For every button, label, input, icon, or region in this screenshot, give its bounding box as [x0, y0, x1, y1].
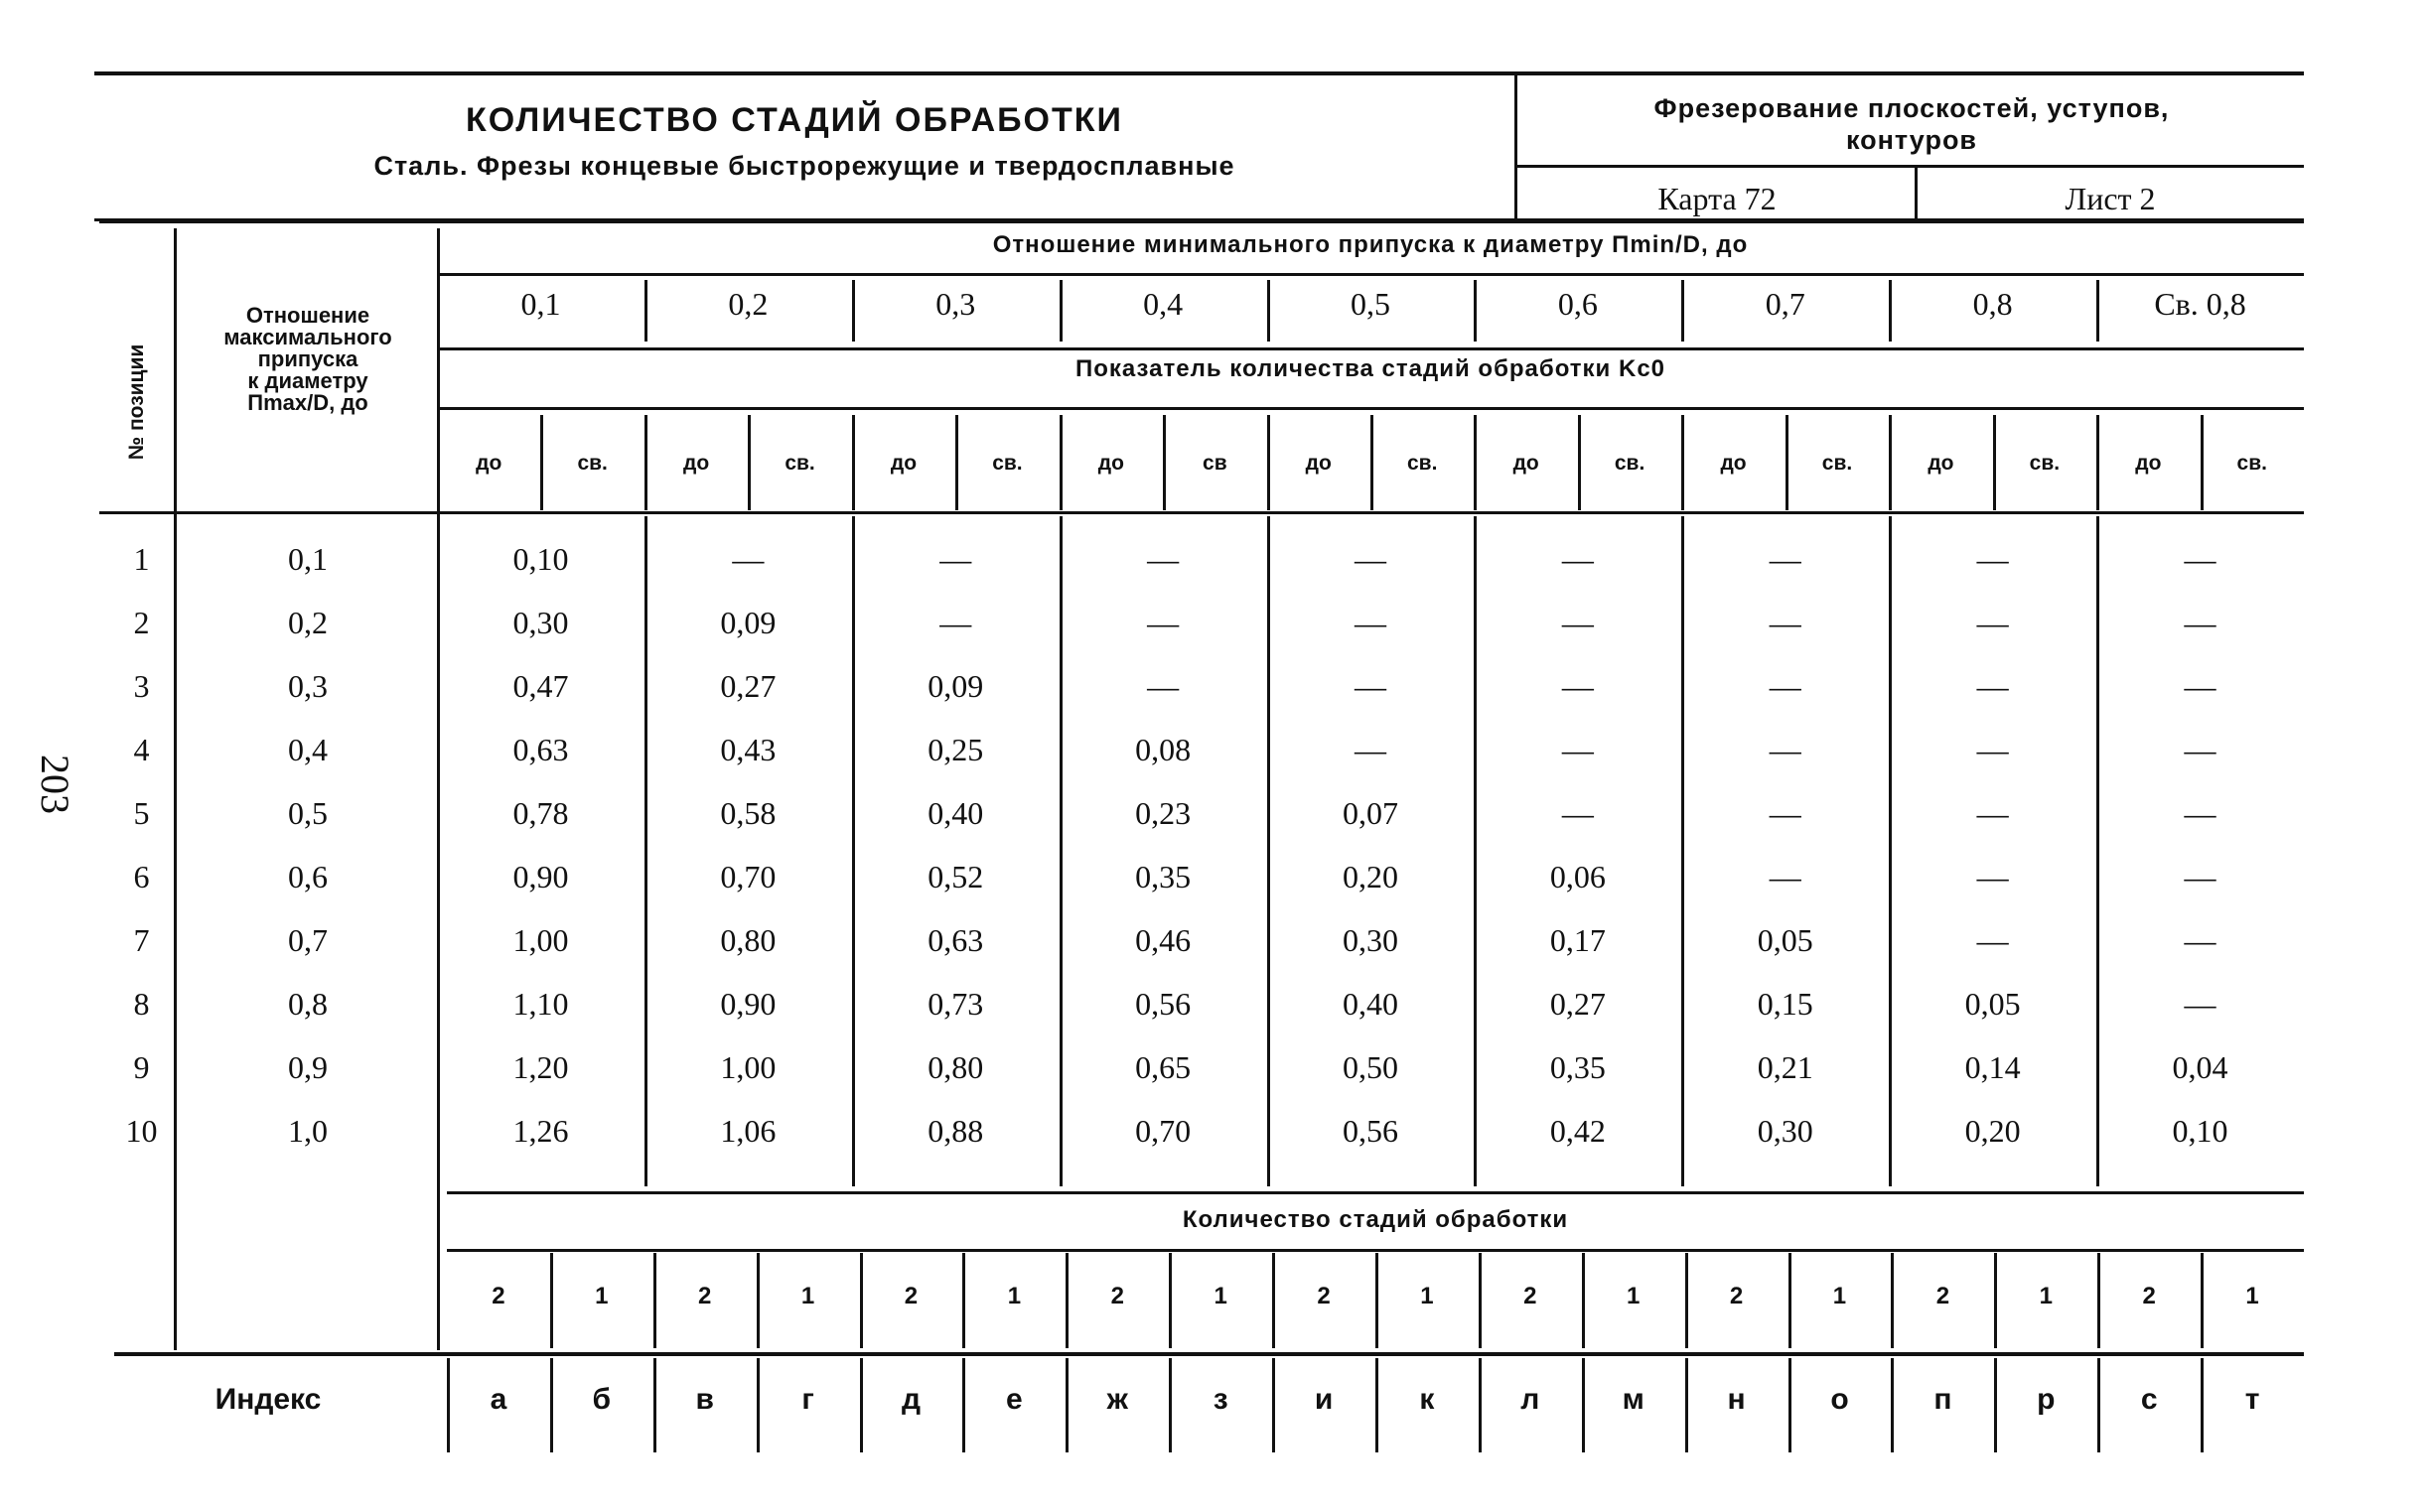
indicator-value: —: [1561, 668, 1594, 704]
page-subtitle: Сталь. Фрезы концевые быстрорежущие и твердосплавные: [373, 151, 1235, 181]
position-number: 3: [133, 668, 150, 704]
index-letter: л: [1520, 1383, 1540, 1416]
index-separator: [2201, 1358, 2204, 1452]
indicator-value: 0,15: [1757, 986, 1813, 1022]
sub-label: св.: [1821, 452, 1853, 475]
table-top-rule: [99, 220, 2304, 223]
indicator-value: 0,30: [512, 605, 569, 640]
body-separator: [1267, 516, 1270, 1186]
stage-count: 2: [2142, 1283, 2156, 1309]
indicator-value: 0,56: [1342, 1113, 1398, 1149]
ratio-header-1: Отношение: [245, 303, 370, 328]
min-ratio-separator: [1889, 280, 1892, 342]
indicator-value: —: [1561, 541, 1594, 577]
col-rule-pos: [174, 228, 177, 1350]
indicator-value: —: [1769, 859, 1801, 894]
sub-label-separator: [852, 415, 855, 510]
card-number: Карта 72: [1657, 181, 1777, 216]
stage-count: 1: [595, 1283, 609, 1309]
indicator-value: —: [1976, 795, 2009, 831]
operation-line-2: контуров: [1845, 125, 1978, 155]
indicator-value: 0,10: [512, 541, 569, 577]
indicator-value: —: [2184, 732, 2216, 767]
min-ratio-separator: [1060, 280, 1063, 342]
position-number: 9: [133, 1049, 150, 1085]
position-number: 1: [133, 541, 150, 577]
sub-label: св.: [1407, 452, 1438, 475]
indicator-value: 0,65: [1135, 1049, 1192, 1085]
sub-label-separator: [1267, 415, 1270, 510]
stage-separator: [962, 1253, 965, 1348]
index-rule: [114, 1352, 2304, 1356]
stage-separator: [1479, 1253, 1482, 1348]
min-ratio-value: 0,8: [1972, 286, 2013, 322]
indicator-value: —: [1976, 668, 2009, 704]
indicator-value: —: [1561, 732, 1594, 767]
min-ratio-value: 0,7: [1765, 286, 1805, 322]
stage-separator: [1788, 1253, 1791, 1348]
indicator-value: —: [2184, 986, 2216, 1022]
stage-separator: [653, 1253, 656, 1348]
stage-count: 2: [1523, 1283, 1537, 1309]
operation-line-1: Фрезерование плоскостей, уступов,: [1653, 93, 2170, 123]
sub-label: св.: [2236, 452, 2267, 475]
stage-separator: [1066, 1253, 1069, 1348]
index-separator: [1169, 1358, 1172, 1452]
indicator-value: 1,20: [512, 1049, 569, 1085]
indicator-value: 1,10: [512, 986, 569, 1022]
indicator-value: 0,90: [720, 986, 777, 1022]
stage-count: 1: [2039, 1283, 2053, 1309]
indicator-value: 0,17: [1549, 922, 1606, 958]
header-right-rule: [1517, 165, 2304, 168]
stage-count: 2: [1317, 1283, 1331, 1309]
index-separator: [1375, 1358, 1378, 1452]
stage-count: 1: [1832, 1283, 1847, 1309]
indicator-rule-top: [437, 347, 2304, 350]
indicator-value: —: [2184, 859, 2216, 894]
min-ratio-value: 0,6: [1557, 286, 1598, 322]
ratio-header-2: максимального: [223, 325, 392, 349]
indicator-value: —: [1354, 668, 1386, 704]
index-separator: [1479, 1358, 1482, 1452]
indicator-value: 0,27: [720, 668, 777, 704]
indicator-value: 0,07: [1342, 795, 1398, 831]
sub-label: до: [1097, 452, 1124, 475]
sub-label: до: [1305, 452, 1332, 475]
body-separator: [1474, 516, 1477, 1186]
indicator-value: 0,23: [1135, 795, 1192, 831]
index-letter: р: [2037, 1383, 2056, 1416]
indicator-value: —: [1147, 605, 1180, 640]
index-letter: е: [1006, 1383, 1023, 1416]
indicator-value: —: [1769, 732, 1801, 767]
indicator-value: 0,10: [2172, 1113, 2228, 1149]
indicator-value: 0,06: [1549, 859, 1606, 894]
indicator-value: —: [1769, 541, 1801, 577]
indicator-value: —: [1354, 541, 1386, 577]
indicator-value: 0,40: [928, 795, 984, 831]
max-ratio-value: 0,3: [288, 668, 328, 704]
indicator-value: —: [2184, 668, 2216, 704]
min-ratio-separator: [644, 280, 647, 342]
stage-count: 2: [492, 1283, 505, 1309]
col-rule-ratio: [437, 228, 440, 1350]
indicator-value: 0,78: [512, 795, 569, 831]
index-separator: [1685, 1358, 1688, 1452]
indicator-value: 0,63: [928, 922, 984, 958]
index-separator: [2097, 1358, 2100, 1452]
sub-label: св.: [577, 452, 608, 475]
index-letter: к: [1419, 1383, 1435, 1416]
stage-separator: [1685, 1253, 1688, 1348]
sub-label-separator: [1993, 415, 1996, 510]
index-letter: т: [2244, 1383, 2260, 1416]
max-ratio-value: 1,0: [288, 1113, 328, 1149]
sub-label-separator: [1060, 415, 1063, 510]
indicator-value: 0,52: [928, 859, 984, 894]
sub-label: св: [1203, 452, 1227, 475]
indicator-value: —: [1976, 859, 2009, 894]
min-ratio-header: Отношение минимального припуска к диаметру Пmin/D, до: [992, 231, 1749, 258]
sub-label-separator: [1889, 415, 1892, 510]
min-ratio-value: 0,4: [1143, 286, 1184, 322]
index-separator: [757, 1358, 760, 1452]
body-separator: [644, 516, 647, 1186]
sub-label: св.: [992, 452, 1023, 475]
stages-rule-mid: [447, 1249, 2304, 1252]
max-ratio-value: 0,8: [288, 986, 328, 1022]
max-ratio-value: 0,5: [288, 795, 328, 831]
position-number: 5: [133, 795, 150, 831]
indicator-value: 0,35: [1549, 1049, 1606, 1085]
max-ratio-value: 0,9: [288, 1049, 328, 1085]
ratio-header-5: Пmax/D, до: [247, 390, 368, 415]
index-separator: [550, 1358, 553, 1452]
position-number: 2: [133, 605, 150, 640]
index-letter: м: [1622, 1383, 1644, 1416]
indicator-value: 0,30: [1757, 1113, 1813, 1149]
indicator-value: —: [1147, 541, 1180, 577]
index-separator: [1272, 1358, 1275, 1452]
index-separator: [1582, 1358, 1585, 1452]
index-separator: [1788, 1358, 1791, 1452]
indicator-value: 0,21: [1757, 1049, 1813, 1085]
indicator-value: —: [1769, 668, 1801, 704]
indicator-value: 0,50: [1342, 1049, 1398, 1085]
indicator-value: 0,27: [1549, 986, 1606, 1022]
indicator-value: 0,08: [1135, 732, 1192, 767]
position-number: 6: [133, 859, 150, 894]
indicator-value: 1,00: [720, 1049, 777, 1085]
min-ratio-value: 0,2: [728, 286, 769, 322]
top-rule: [94, 71, 2304, 75]
max-ratio-value: 0,1: [288, 541, 328, 577]
stage-separator: [2201, 1253, 2204, 1348]
header-divider: [1514, 73, 1517, 218]
indicator-value: —: [1976, 922, 2009, 958]
indicator-value: 0,09: [928, 668, 984, 704]
indicator-value: 0,05: [1964, 986, 2021, 1022]
stage-count: 2: [1110, 1283, 1124, 1309]
index-letter: б: [592, 1383, 612, 1416]
indicator-value: 0,20: [1964, 1113, 2021, 1149]
stage-separator: [1994, 1253, 1997, 1348]
indicator-value: —: [2184, 605, 2216, 640]
sub-label: до: [1928, 452, 1954, 475]
index-separator: [1066, 1358, 1069, 1452]
indicator-value: —: [2184, 922, 2216, 958]
index-letter: з: [1213, 1383, 1228, 1416]
indicator-value: —: [1976, 605, 2009, 640]
indicator-value: 0,80: [928, 1049, 984, 1085]
index-letter: п: [1933, 1383, 1952, 1416]
body-separator: [2096, 516, 2099, 1186]
body-separator: [1681, 516, 1684, 1186]
indicator-value: 0,30: [1342, 922, 1398, 958]
ratio-header-3: припуска: [257, 346, 358, 371]
index-separator: [447, 1358, 450, 1452]
header-body-rule: [99, 511, 2304, 514]
indicator-value: 0,40: [1342, 986, 1398, 1022]
min-ratio-value: 0,1: [520, 286, 561, 322]
sub-label: св.: [785, 452, 815, 475]
stage-count: 1: [1007, 1283, 1022, 1309]
indicator-value: 0,47: [512, 668, 569, 704]
sub-label: св.: [1614, 452, 1645, 475]
sub-label-separator: [1163, 415, 1166, 510]
stage-separator: [1169, 1253, 1172, 1348]
min-ratio-value: Св. 0,8: [2154, 286, 2246, 322]
position-number: 4: [133, 732, 150, 767]
sub-label-separator: [2096, 415, 2099, 510]
index-letter: н: [1727, 1383, 1746, 1416]
indicator-value: 0,80: [720, 922, 777, 958]
indicator-value: 0,05: [1757, 922, 1813, 958]
stage-separator: [1891, 1253, 1894, 1348]
stage-count: 1: [1627, 1283, 1641, 1309]
sub-label: до: [1720, 452, 1747, 475]
sub-label: до: [2135, 452, 2162, 475]
stage-count: 2: [1729, 1283, 1744, 1309]
max-ratio-value: 0,2: [288, 605, 328, 640]
min-ratio-separator: [1681, 280, 1684, 342]
indicator-value: 0,56: [1135, 986, 1192, 1022]
ratio-header-4: к диаметру: [247, 368, 368, 393]
indicator-rule-bottom: [437, 407, 2304, 410]
stage-count: 1: [1420, 1283, 1434, 1309]
indicator-value: 1,00: [512, 922, 569, 958]
stages-rule-top: [447, 1191, 2304, 1194]
sub-label-separator: [2201, 415, 2204, 510]
indicator-value: 1,26: [512, 1113, 569, 1149]
sub-label-separator: [1474, 415, 1477, 510]
min-ratio-separator: [2096, 280, 2099, 342]
min-ratio-value: 0,3: [935, 286, 976, 322]
stage-count: 1: [800, 1283, 815, 1309]
index-letter: о: [1830, 1383, 1849, 1416]
sub-label: до: [1512, 452, 1539, 475]
sheet-number: Лист 2: [2065, 181, 2156, 216]
sub-label-separator: [748, 415, 751, 510]
min-ratio-rule: [437, 273, 2304, 276]
indicator-value: —: [1561, 605, 1594, 640]
stage-separator: [1375, 1253, 1378, 1348]
indicator-value: 1,06: [720, 1113, 777, 1149]
sub-label-separator: [1681, 415, 1684, 510]
sub-label: до: [890, 452, 918, 475]
indicator-value: 0,73: [928, 986, 984, 1022]
indicator-value: 0,70: [1135, 1113, 1192, 1149]
sub-label-separator: [644, 415, 647, 510]
sub-label-separator: [955, 415, 958, 510]
sub-label-separator: [1786, 415, 1788, 510]
index-separator: [653, 1358, 656, 1452]
sub-label-separator: [540, 415, 543, 510]
position-number: 8: [133, 986, 150, 1022]
indicator-value: 0,35: [1135, 859, 1192, 894]
sub-label-separator: [1370, 415, 1373, 510]
indicator-value: —: [939, 541, 972, 577]
indicator-value: 0,70: [720, 859, 777, 894]
index-separator: [1994, 1358, 1997, 1452]
indicator-value: —: [732, 541, 765, 577]
indicator-value: 0,42: [1549, 1113, 1606, 1149]
index-label: Индекс: [214, 1383, 322, 1416]
indicator-value: —: [939, 605, 972, 640]
indicator-value: —: [1354, 605, 1386, 640]
stage-count: 2: [904, 1283, 919, 1309]
position-number: 10: [125, 1113, 158, 1149]
indicator-value: 0,90: [512, 859, 569, 894]
min-ratio-separator: [1474, 280, 1477, 342]
indicator-value: 0,63: [512, 732, 569, 767]
index-letter: ж: [1106, 1383, 1128, 1416]
sub-label: до: [683, 452, 710, 475]
indicator-value: —: [1354, 732, 1386, 767]
indicator-value: —: [1561, 795, 1594, 831]
indicator-value: 0,46: [1135, 922, 1192, 958]
stage-separator: [757, 1253, 760, 1348]
indicator-value: 0,14: [1964, 1049, 2021, 1085]
indicator-value: —: [2184, 795, 2216, 831]
body-separator: [1060, 516, 1063, 1186]
index-letter: а: [490, 1383, 507, 1416]
page-number: 203: [33, 755, 77, 814]
stages-header: Количество стадий обработки: [1182, 1206, 1569, 1233]
sub-label: св.: [2029, 452, 2061, 475]
max-ratio-value: 0,6: [288, 859, 328, 894]
indicator-value: 0,58: [720, 795, 777, 831]
position-column-header: № позиции: [125, 344, 148, 461]
sub-label-separator: [1578, 415, 1581, 510]
indicator-value: —: [1769, 605, 1801, 640]
stage-count: 1: [1214, 1283, 1227, 1309]
indicator-value: —: [1976, 732, 2009, 767]
page-title: КОЛИЧЕСТВО СТАДИЙ ОБРАБОТКИ: [466, 101, 1123, 139]
index-letter: г: [801, 1383, 814, 1416]
indicator-value: —: [1769, 795, 1801, 831]
body-separator: [1889, 516, 1892, 1186]
index-letter: с: [2140, 1383, 2158, 1416]
index-separator: [962, 1358, 965, 1452]
max-ratio-value: 0,4: [288, 732, 328, 767]
indicator-header: Показатель количества стадий обработки Kс0: [1074, 355, 1666, 382]
indicator-value: 0,09: [720, 605, 777, 640]
max-ratio-value: 0,7: [288, 922, 328, 958]
indicator-value: 0,43: [720, 732, 777, 767]
position-number: 7: [133, 922, 150, 958]
index-separator: [860, 1358, 863, 1452]
indicator-value: 0,20: [1342, 859, 1398, 894]
indicator-value: —: [2184, 541, 2216, 577]
stage-count: 2: [1935, 1283, 1950, 1309]
indicator-value: —: [1147, 668, 1180, 704]
min-ratio-separator: [852, 280, 855, 342]
index-letter: и: [1314, 1383, 1334, 1416]
indicator-value: 0,04: [2172, 1049, 2228, 1085]
body-separator: [852, 516, 855, 1186]
stage-count: 1: [2245, 1283, 2259, 1309]
stage-separator: [860, 1253, 863, 1348]
min-ratio-value: 0,5: [1350, 286, 1390, 322]
indicator-value: 0,88: [928, 1113, 984, 1149]
stage-separator: [550, 1253, 553, 1348]
indicator-value: 0,25: [928, 732, 984, 767]
stage-separator: [1582, 1253, 1585, 1348]
index-letter: д: [901, 1383, 921, 1416]
stage-count: 2: [698, 1283, 712, 1309]
indicator-value: —: [1976, 541, 2009, 577]
index-letter: в: [695, 1383, 714, 1416]
min-ratio-separator: [1267, 280, 1270, 342]
stage-separator: [2097, 1253, 2100, 1348]
index-separator: [1891, 1358, 1894, 1452]
stage-separator: [1272, 1253, 1275, 1348]
sub-label: до: [476, 452, 502, 475]
